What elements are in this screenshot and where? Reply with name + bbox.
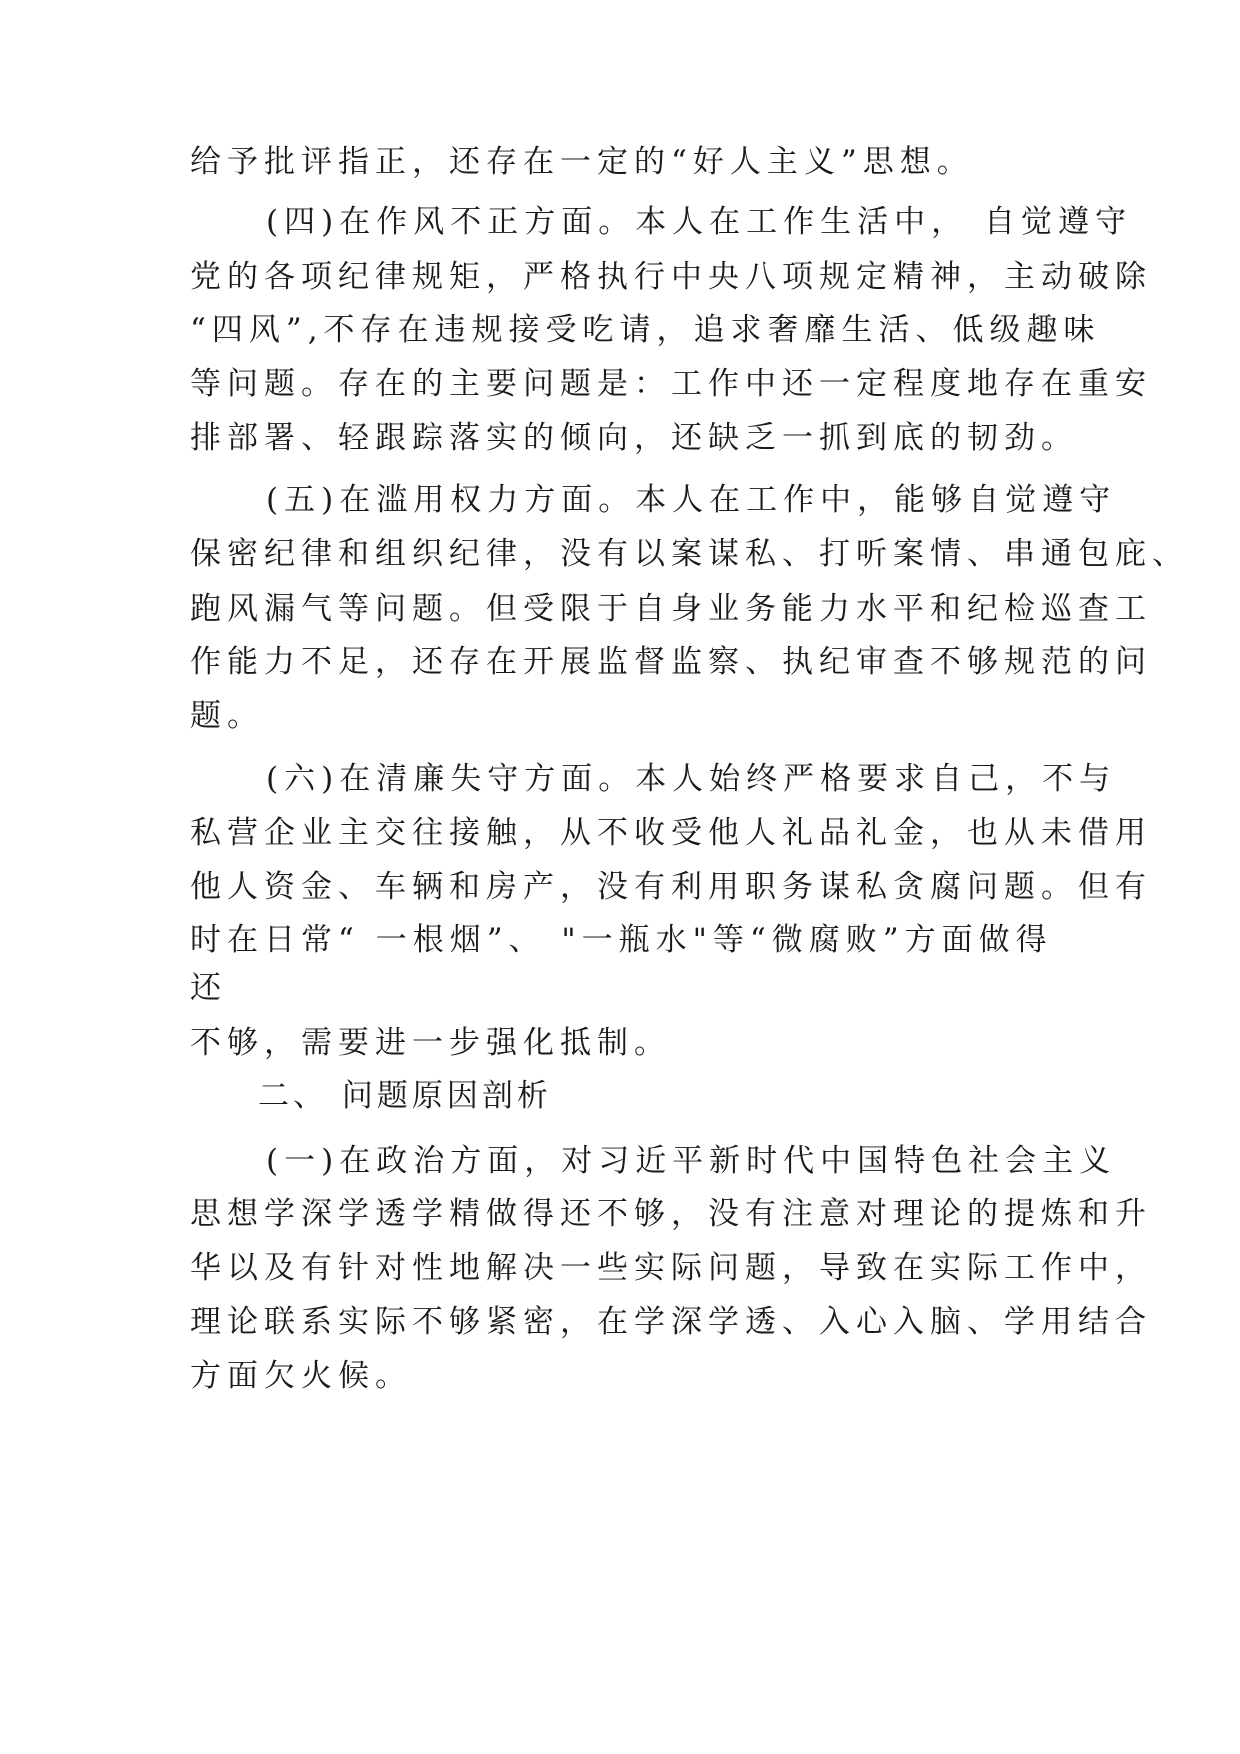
text-line: 还 bbox=[190, 970, 227, 1006]
text-line: “四风”,不存在违规接受吃请，追求奢靡生活、低级趣味 bbox=[190, 312, 1101, 348]
text-line: 理论联系实际不够紧密，在学深学透、入心入脑、学用结合 bbox=[190, 1304, 1152, 1340]
text-line: 方面欠火候。 bbox=[190, 1358, 412, 1394]
text-line: 时在日常“ 一根烟”、 "一瓶水"等“微腐败”方面做得 bbox=[190, 922, 1053, 958]
text-line: 给予批评指正，还存在一定的“好人主义”思想。 bbox=[190, 144, 974, 180]
section-heading: 二、 问题原因剖析 bbox=[258, 1078, 552, 1114]
paragraph-4-heading-line: (四)在作风不正方面。本人在工作生活中， 自觉遵守 bbox=[266, 204, 1133, 240]
text-line: 题。 bbox=[190, 698, 264, 734]
text-line: 思想学深学透学精做得还不够，没有注意对理论的提炼和升 bbox=[190, 1196, 1152, 1232]
text-line: 作能力不足，还存在开展监督监察、执纪审查不够规范的问 bbox=[190, 644, 1152, 680]
text-line: 党的各项纪律规矩，严格执行中央八项规定精神，主动破除 bbox=[190, 259, 1152, 295]
paragraph-5-heading-line: (五)在滥用权力方面。本人在工作中，能够自觉遵守 bbox=[266, 482, 1117, 518]
text-line: 不够，需要进一步强化抵制。 bbox=[190, 1025, 671, 1061]
text-line: 排部署、轻跟踪落实的倾向，还缺乏一抓到底的韧劲。 bbox=[190, 420, 1078, 456]
text-line: 等问题。存在的主要问题是：工作中还一定程度地存在重安 bbox=[190, 366, 1152, 402]
paragraph-6-heading-line: (六)在清廉失守方面。本人始终严格要求自己，不与 bbox=[266, 761, 1117, 797]
text-line: 华以及有针对性地解决一些实际问题，导致在实际工作中， bbox=[190, 1250, 1152, 1286]
text-line: 保密纪律和组织纪律，没有以案谋私、打听案情、串通包庇、 bbox=[190, 536, 1189, 572]
text-line: 他人资金、车辆和房产，没有利用职务谋私贪腐问题。但有 bbox=[190, 869, 1152, 905]
paragraph-1-heading-line: (一)在政治方面，对习近平新时代中国特色社会主义 bbox=[266, 1143, 1117, 1179]
text-line: 私营企业主交往接触，从不收受他人礼品礼金，也从未借用 bbox=[190, 815, 1152, 851]
text-line: 跑风漏气等问题。但受限于自身业务能力水平和纪检巡查工 bbox=[190, 591, 1152, 627]
